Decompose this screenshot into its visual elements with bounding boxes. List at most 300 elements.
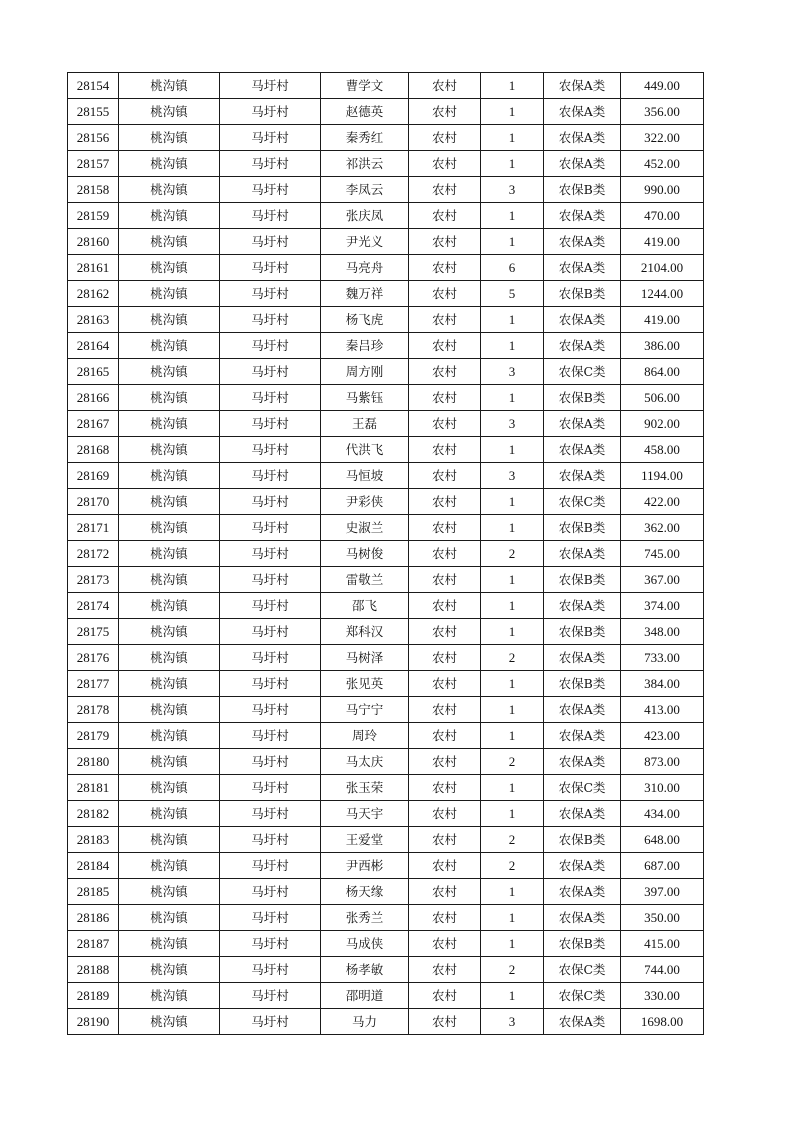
town-cell: 桃沟镇: [119, 593, 220, 619]
amount-cell: 687.00: [621, 853, 704, 879]
village-cell: 马圩村: [220, 593, 321, 619]
village-cell: 马圩村: [220, 567, 321, 593]
household-type-cell: 农村: [409, 853, 481, 879]
name-cell: 马亮舟: [321, 255, 409, 281]
record-id-cell: 28162: [68, 281, 119, 307]
record-id-cell: 28176: [68, 645, 119, 671]
name-cell: 马紫钰: [321, 385, 409, 411]
member-count-cell: 1: [481, 307, 544, 333]
table-row: [68, 697, 704, 723]
amount-cell: 348.00: [621, 619, 704, 645]
amount-cell: 423.00: [621, 723, 704, 749]
insurance-category-cell: 农保A类: [544, 255, 621, 281]
name-cell: 邵飞: [321, 593, 409, 619]
insurance-category-cell: 农保B类: [544, 385, 621, 411]
member-count-cell: 1: [481, 983, 544, 1009]
table-row: [68, 1009, 704, 1035]
table-row: [68, 879, 704, 905]
member-count-cell: 1: [481, 125, 544, 151]
table-row: [68, 723, 704, 749]
name-cell: 马成侠: [321, 931, 409, 957]
amount-cell: 362.00: [621, 515, 704, 541]
village-cell: 马圩村: [220, 437, 321, 463]
record-id-cell: 28187: [68, 931, 119, 957]
village-cell: 马圩村: [220, 359, 321, 385]
table-row: [68, 671, 704, 697]
household-type-cell: 农村: [409, 463, 481, 489]
name-cell: 郑科汉: [321, 619, 409, 645]
record-id-cell: 28186: [68, 905, 119, 931]
name-cell: 杨孝敏: [321, 957, 409, 983]
household-type-cell: 农村: [409, 983, 481, 1009]
amount-cell: 733.00: [621, 645, 704, 671]
table-row: [68, 749, 704, 775]
insurance-category-cell: 农保B类: [544, 177, 621, 203]
amount-cell: 470.00: [621, 203, 704, 229]
amount-cell: 419.00: [621, 307, 704, 333]
member-count-cell: 1: [481, 723, 544, 749]
member-count-cell: 3: [481, 411, 544, 437]
town-cell: 桃沟镇: [119, 99, 220, 125]
member-count-cell: 2: [481, 645, 544, 671]
village-cell: 马圩村: [220, 255, 321, 281]
table-row: [68, 775, 704, 801]
household-type-cell: 农村: [409, 827, 481, 853]
household-type-cell: 农村: [409, 99, 481, 125]
amount-cell: 648.00: [621, 827, 704, 853]
village-cell: 马圩村: [220, 931, 321, 957]
town-cell: 桃沟镇: [119, 151, 220, 177]
town-cell: 桃沟镇: [119, 619, 220, 645]
table-row: [68, 385, 704, 411]
record-id-cell: 28184: [68, 853, 119, 879]
insurance-category-cell: 农保B类: [544, 827, 621, 853]
town-cell: 桃沟镇: [119, 723, 220, 749]
amount-cell: 384.00: [621, 671, 704, 697]
household-type-cell: 农村: [409, 671, 481, 697]
town-cell: 桃沟镇: [119, 385, 220, 411]
household-type-cell: 农村: [409, 307, 481, 333]
amount-cell: 322.00: [621, 125, 704, 151]
village-cell: 马圩村: [220, 229, 321, 255]
insurance-category-cell: 农保C类: [544, 957, 621, 983]
member-count-cell: 1: [481, 905, 544, 931]
table-row: [68, 983, 704, 1009]
town-cell: 桃沟镇: [119, 229, 220, 255]
village-cell: 马圩村: [220, 775, 321, 801]
member-count-cell: 1: [481, 879, 544, 905]
record-id-cell: 28174: [68, 593, 119, 619]
member-count-cell: 5: [481, 281, 544, 307]
amount-cell: 449.00: [621, 73, 704, 99]
name-cell: 曹学文: [321, 73, 409, 99]
member-count-cell: 1: [481, 697, 544, 723]
insurance-category-cell: 农保A类: [544, 463, 621, 489]
household-type-cell: 农村: [409, 749, 481, 775]
household-type-cell: 农村: [409, 229, 481, 255]
town-cell: 桃沟镇: [119, 281, 220, 307]
village-cell: 马圩村: [220, 541, 321, 567]
town-cell: 桃沟镇: [119, 671, 220, 697]
record-id-cell: 28164: [68, 333, 119, 359]
village-cell: 马圩村: [220, 983, 321, 1009]
village-cell: 马圩村: [220, 749, 321, 775]
record-id-cell: 28171: [68, 515, 119, 541]
town-cell: 桃沟镇: [119, 515, 220, 541]
town-cell: 桃沟镇: [119, 879, 220, 905]
table-row: [68, 541, 704, 567]
amount-cell: 506.00: [621, 385, 704, 411]
table-row: [68, 931, 704, 957]
amount-cell: 744.00: [621, 957, 704, 983]
member-count-cell: 1: [481, 801, 544, 827]
insurance-category-cell: 农保A类: [544, 801, 621, 827]
town-cell: 桃沟镇: [119, 307, 220, 333]
village-cell: 马圩村: [220, 385, 321, 411]
record-id-cell: 28163: [68, 307, 119, 333]
record-id-cell: 28175: [68, 619, 119, 645]
village-cell: 马圩村: [220, 489, 321, 515]
insurance-category-cell: 农保A类: [544, 541, 621, 567]
insurance-category-cell: 农保B类: [544, 281, 621, 307]
table-row: [68, 437, 704, 463]
amount-cell: 386.00: [621, 333, 704, 359]
record-id-cell: 28157: [68, 151, 119, 177]
town-cell: 桃沟镇: [119, 411, 220, 437]
town-cell: 桃沟镇: [119, 905, 220, 931]
village-cell: 马圩村: [220, 151, 321, 177]
village-cell: 马圩村: [220, 411, 321, 437]
record-id-cell: 28172: [68, 541, 119, 567]
member-count-cell: 2: [481, 749, 544, 775]
village-cell: 马圩村: [220, 177, 321, 203]
member-count-cell: 3: [481, 177, 544, 203]
insurance-category-cell: 农保C类: [544, 775, 621, 801]
household-type-cell: 农村: [409, 801, 481, 827]
name-cell: 秦秀红: [321, 125, 409, 151]
record-id-cell: 28177: [68, 671, 119, 697]
town-cell: 桃沟镇: [119, 827, 220, 853]
amount-cell: 1194.00: [621, 463, 704, 489]
table-row: [68, 463, 704, 489]
amount-cell: 419.00: [621, 229, 704, 255]
name-cell: 王爱堂: [321, 827, 409, 853]
table-row: [68, 645, 704, 671]
insurance-category-cell: 农保B类: [544, 619, 621, 645]
table-row: [68, 73, 704, 99]
table-row: [68, 489, 704, 515]
village-cell: 马圩村: [220, 333, 321, 359]
insurance-category-cell: 农保A类: [544, 333, 621, 359]
member-count-cell: 2: [481, 541, 544, 567]
name-cell: 秦吕珍: [321, 333, 409, 359]
amount-cell: 990.00: [621, 177, 704, 203]
household-type-cell: 农村: [409, 593, 481, 619]
member-count-cell: 1: [481, 385, 544, 411]
record-id-cell: 28156: [68, 125, 119, 151]
amount-cell: 745.00: [621, 541, 704, 567]
name-cell: 尹西彬: [321, 853, 409, 879]
record-id-cell: 28168: [68, 437, 119, 463]
member-count-cell: 1: [481, 203, 544, 229]
village-cell: 马圩村: [220, 879, 321, 905]
name-cell: 邵明道: [321, 983, 409, 1009]
record-id-cell: 28189: [68, 983, 119, 1009]
name-cell: 尹光义: [321, 229, 409, 255]
household-type-cell: 农村: [409, 437, 481, 463]
household-type-cell: 农村: [409, 515, 481, 541]
insurance-category-cell: 农保A类: [544, 905, 621, 931]
household-type-cell: 农村: [409, 281, 481, 307]
amount-cell: 367.00: [621, 567, 704, 593]
member-count-cell: 1: [481, 489, 544, 515]
insurance-category-cell: 农保A类: [544, 645, 621, 671]
household-type-cell: 农村: [409, 775, 481, 801]
record-id-cell: 28166: [68, 385, 119, 411]
household-type-cell: 农村: [409, 411, 481, 437]
amount-cell: 374.00: [621, 593, 704, 619]
insurance-category-cell: 农保B类: [544, 567, 621, 593]
amount-cell: 397.00: [621, 879, 704, 905]
amount-cell: 873.00: [621, 749, 704, 775]
table-row: [68, 853, 704, 879]
household-type-cell: 农村: [409, 567, 481, 593]
village-cell: 马圩村: [220, 723, 321, 749]
member-count-cell: 1: [481, 151, 544, 177]
village-cell: 马圩村: [220, 801, 321, 827]
table-row: [68, 177, 704, 203]
insurance-category-cell: 农保A类: [544, 125, 621, 151]
village-cell: 马圩村: [220, 463, 321, 489]
insurance-category-cell: 农保A类: [544, 749, 621, 775]
household-type-cell: 农村: [409, 177, 481, 203]
village-cell: 马圩村: [220, 645, 321, 671]
household-type-cell: 农村: [409, 541, 481, 567]
name-cell: 尹彩侠: [321, 489, 409, 515]
member-count-cell: 1: [481, 671, 544, 697]
table-row: [68, 99, 704, 125]
amount-cell: 1244.00: [621, 281, 704, 307]
town-cell: 桃沟镇: [119, 983, 220, 1009]
table-row: [68, 281, 704, 307]
town-cell: 桃沟镇: [119, 177, 220, 203]
table-row: [68, 515, 704, 541]
name-cell: 张秀兰: [321, 905, 409, 931]
record-id-cell: 28178: [68, 697, 119, 723]
data-table: [67, 72, 704, 1035]
household-type-cell: 农村: [409, 489, 481, 515]
record-id-cell: 28179: [68, 723, 119, 749]
record-id-cell: 28154: [68, 73, 119, 99]
amount-cell: 422.00: [621, 489, 704, 515]
household-type-cell: 农村: [409, 125, 481, 151]
member-count-cell: 3: [481, 359, 544, 385]
town-cell: 桃沟镇: [119, 333, 220, 359]
town-cell: 桃沟镇: [119, 203, 220, 229]
name-cell: 张庆凤: [321, 203, 409, 229]
insurance-category-cell: 农保A类: [544, 151, 621, 177]
household-type-cell: 农村: [409, 905, 481, 931]
insurance-category-cell: 农保B类: [544, 671, 621, 697]
name-cell: 魏万祥: [321, 281, 409, 307]
town-cell: 桃沟镇: [119, 931, 220, 957]
household-type-cell: 农村: [409, 151, 481, 177]
table-row: [68, 827, 704, 853]
household-type-cell: 农村: [409, 619, 481, 645]
town-cell: 桃沟镇: [119, 749, 220, 775]
table-body: [68, 73, 704, 1035]
record-id-cell: 28180: [68, 749, 119, 775]
village-cell: 马圩村: [220, 697, 321, 723]
record-id-cell: 28185: [68, 879, 119, 905]
village-cell: 马圩村: [220, 827, 321, 853]
insurance-category-cell: 农保A类: [544, 1009, 621, 1035]
record-id-cell: 28160: [68, 229, 119, 255]
insurance-category-cell: 农保C类: [544, 359, 621, 385]
village-cell: 马圩村: [220, 905, 321, 931]
insurance-category-cell: 农保C类: [544, 489, 621, 515]
member-count-cell: 1: [481, 593, 544, 619]
record-id-cell: 28190: [68, 1009, 119, 1035]
town-cell: 桃沟镇: [119, 853, 220, 879]
name-cell: 马树俊: [321, 541, 409, 567]
village-cell: 马圩村: [220, 515, 321, 541]
town-cell: 桃沟镇: [119, 125, 220, 151]
insurance-category-cell: 农保A类: [544, 697, 621, 723]
name-cell: 李凤云: [321, 177, 409, 203]
record-id-cell: 28167: [68, 411, 119, 437]
name-cell: 张见英: [321, 671, 409, 697]
record-id-cell: 28155: [68, 99, 119, 125]
table-row: [68, 567, 704, 593]
amount-cell: 458.00: [621, 437, 704, 463]
member-count-cell: 1: [481, 99, 544, 125]
village-cell: 马圩村: [220, 671, 321, 697]
member-count-cell: 1: [481, 229, 544, 255]
insurance-category-cell: 农保B类: [544, 515, 621, 541]
household-type-cell: 农村: [409, 255, 481, 281]
table-row: [68, 203, 704, 229]
town-cell: 桃沟镇: [119, 255, 220, 281]
insurance-category-cell: 农保B类: [544, 931, 621, 957]
household-type-cell: 农村: [409, 697, 481, 723]
record-id-cell: 28165: [68, 359, 119, 385]
name-cell: 周方刚: [321, 359, 409, 385]
name-cell: 马恒坡: [321, 463, 409, 489]
village-cell: 马圩村: [220, 99, 321, 125]
name-cell: 代洪飞: [321, 437, 409, 463]
town-cell: 桃沟镇: [119, 73, 220, 99]
name-cell: 马树泽: [321, 645, 409, 671]
household-type-cell: 农村: [409, 203, 481, 229]
name-cell: 马宁宁: [321, 697, 409, 723]
name-cell: 祁洪云: [321, 151, 409, 177]
table-row: [68, 619, 704, 645]
name-cell: 马太庆: [321, 749, 409, 775]
member-count-cell: 2: [481, 957, 544, 983]
table-row: [68, 359, 704, 385]
table-row: [68, 411, 704, 437]
record-id-cell: 28183: [68, 827, 119, 853]
household-type-cell: 农村: [409, 385, 481, 411]
name-cell: 史淑兰: [321, 515, 409, 541]
household-type-cell: 农村: [409, 879, 481, 905]
record-id-cell: 28159: [68, 203, 119, 229]
record-id-cell: 28158: [68, 177, 119, 203]
town-cell: 桃沟镇: [119, 645, 220, 671]
table-row: [68, 255, 704, 281]
town-cell: 桃沟镇: [119, 463, 220, 489]
table-row: [68, 801, 704, 827]
name-cell: 雷敬兰: [321, 567, 409, 593]
town-cell: 桃沟镇: [119, 359, 220, 385]
town-cell: 桃沟镇: [119, 1009, 220, 1035]
village-cell: 马圩村: [220, 203, 321, 229]
amount-cell: 1698.00: [621, 1009, 704, 1035]
town-cell: 桃沟镇: [119, 489, 220, 515]
town-cell: 桃沟镇: [119, 957, 220, 983]
household-type-cell: 农村: [409, 931, 481, 957]
table-row: [68, 333, 704, 359]
insurance-category-cell: 农保A类: [544, 853, 621, 879]
member-count-cell: 1: [481, 931, 544, 957]
member-count-cell: 1: [481, 333, 544, 359]
village-cell: 马圩村: [220, 853, 321, 879]
member-count-cell: 2: [481, 853, 544, 879]
member-count-cell: 3: [481, 463, 544, 489]
member-count-cell: 1: [481, 437, 544, 463]
amount-cell: 902.00: [621, 411, 704, 437]
insurance-category-cell: 农保A类: [544, 307, 621, 333]
name-cell: 杨飞虎: [321, 307, 409, 333]
record-id-cell: 28169: [68, 463, 119, 489]
amount-cell: 413.00: [621, 697, 704, 723]
name-cell: 杨天缘: [321, 879, 409, 905]
name-cell: 周玲: [321, 723, 409, 749]
amount-cell: 452.00: [621, 151, 704, 177]
insurance-category-cell: 农保A类: [544, 437, 621, 463]
amount-cell: 864.00: [621, 359, 704, 385]
table-row: [68, 151, 704, 177]
insurance-category-cell: 农保A类: [544, 723, 621, 749]
town-cell: 桃沟镇: [119, 541, 220, 567]
town-cell: 桃沟镇: [119, 567, 220, 593]
village-cell: 马圩村: [220, 1009, 321, 1035]
member-count-cell: 1: [481, 515, 544, 541]
insurance-category-cell: 农保C类: [544, 983, 621, 1009]
insurance-category-cell: 农保A类: [544, 99, 621, 125]
household-type-cell: 农村: [409, 1009, 481, 1035]
record-id-cell: 28182: [68, 801, 119, 827]
member-count-cell: 1: [481, 775, 544, 801]
table-row: [68, 307, 704, 333]
household-type-cell: 农村: [409, 359, 481, 385]
record-id-cell: 28170: [68, 489, 119, 515]
household-type-cell: 农村: [409, 645, 481, 671]
household-type-cell: 农村: [409, 957, 481, 983]
table-row: [68, 957, 704, 983]
town-cell: 桃沟镇: [119, 697, 220, 723]
insurance-category-cell: 农保A类: [544, 593, 621, 619]
table-row: [68, 125, 704, 151]
name-cell: 赵德英: [321, 99, 409, 125]
record-id-cell: 28161: [68, 255, 119, 281]
record-id-cell: 28188: [68, 957, 119, 983]
village-cell: 马圩村: [220, 281, 321, 307]
village-cell: 马圩村: [220, 125, 321, 151]
town-cell: 桃沟镇: [119, 801, 220, 827]
village-cell: 马圩村: [220, 307, 321, 333]
